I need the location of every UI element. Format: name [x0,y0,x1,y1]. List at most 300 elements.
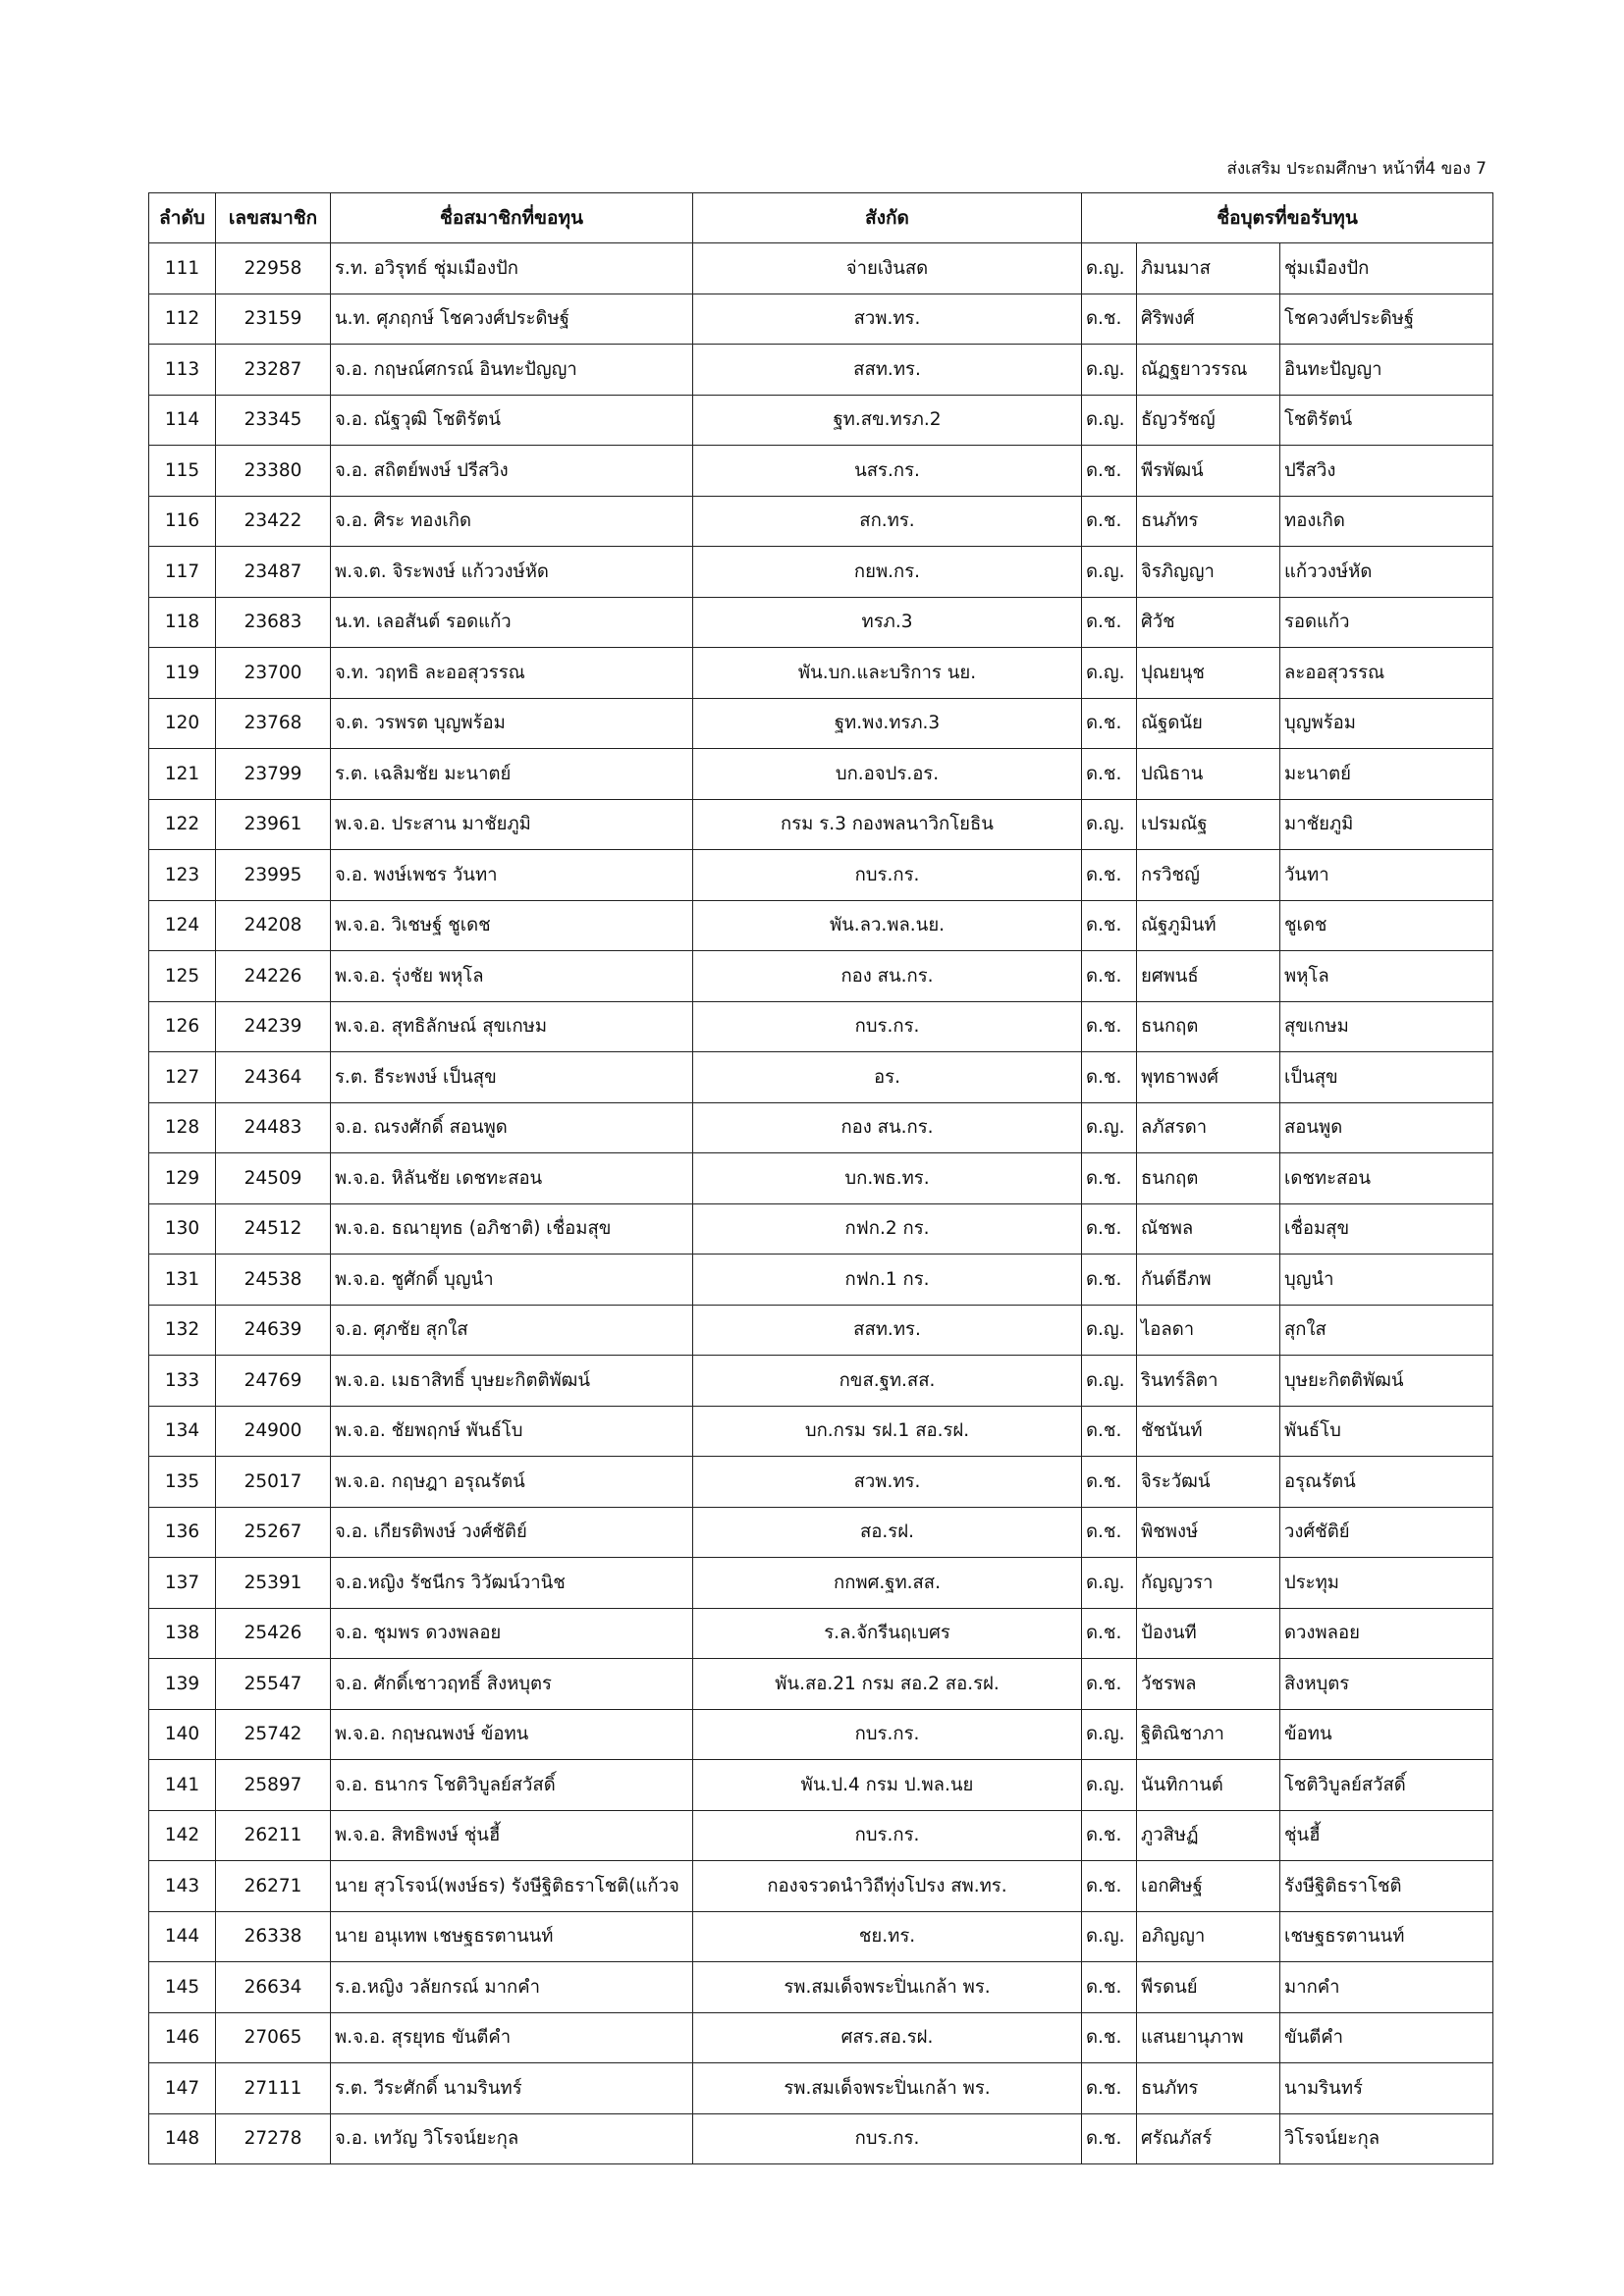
unit-name: พัน.ป.4 กรม ป.พล.นย [693,1760,1082,1811]
child-first-name: ภิมนมาส [1137,243,1280,294]
child-title: ด.ช. [1082,1001,1137,1052]
row-number: 119 [149,648,216,699]
member-name: พ.จ.ต. จิระพงษ์ แก้ววงษ์หัด [331,547,693,598]
member-id: 23700 [216,648,331,699]
table-row [149,496,1493,547]
member-name: จ.อ. พงษ์เพชร วันทา [331,850,693,901]
row-number: 138 [149,1608,216,1659]
table-row [149,1406,1493,1457]
member-id: 24208 [216,900,331,951]
member-id: 23995 [216,850,331,901]
child-title: ด.ช. [1082,1153,1137,1204]
child-title: ด.ช. [1082,2063,1137,2114]
member-name: จ.ต. วรพรต บุญพร้อม [331,698,693,749]
member-id: 23683 [216,597,331,648]
col-header-unit: สังกัด [693,193,1082,243]
member-name: พ.จ.อ. ธณายุทธ (อภิชาติ) เชื่อมสุข [331,1203,693,1255]
child-first-name: พิชพงษ์ [1137,1507,1280,1558]
member-name: จ.อ. ศักดิ์เชาวฤทธิ์ สิงหบุตร [331,1659,693,1710]
member-name: พ.จ.อ. กฤษฎา อรุณรัตน์ [331,1457,693,1508]
table-row [149,345,1493,396]
child-first-name: ธนภัทร [1137,2063,1280,2114]
child-first-name: กัญญวรา [1137,1558,1280,1609]
child-last-name: รอดแก้ว [1280,597,1493,648]
child-first-name: อภิญญา [1137,1911,1280,1962]
unit-name: ศสร.สอ.รฝ. [693,2012,1082,2063]
table-row [149,2063,1493,2114]
row-number: 126 [149,1001,216,1052]
unit-name: กบร.กร. [693,2113,1082,2164]
row-number: 143 [149,1861,216,1912]
table-row [149,1052,1493,1103]
unit-name: กฟก.2 กร. [693,1203,1082,1255]
child-last-name: โชติรัตน์ [1280,395,1493,446]
child-title: ด.ญ. [1082,1709,1137,1760]
member-id: 23768 [216,698,331,749]
member-name: น.ท. เลอสันต์ รอดแก้ว [331,597,693,648]
child-first-name: กรวิชญ์ [1137,850,1280,901]
table-row [149,1102,1493,1153]
row-number: 135 [149,1457,216,1508]
child-title: ด.ญ. [1082,1911,1137,1962]
unit-name: บก.อจปร.อร. [693,749,1082,800]
member-id: 23345 [216,395,331,446]
member-id: 23380 [216,446,331,497]
unit-name: กกพศ.ฐท.สส. [693,1558,1082,1609]
member-id: 25426 [216,1608,331,1659]
member-id: 25547 [216,1659,331,1710]
child-first-name: นันทิกานต์ [1137,1760,1280,1811]
child-last-name: บุญนำ [1280,1255,1493,1306]
row-number: 120 [149,698,216,749]
child-last-name: ละออสุวรรณ [1280,648,1493,699]
row-number: 122 [149,799,216,850]
child-first-name: ณัชพล [1137,1203,1280,1255]
child-last-name: สุขเกษม [1280,1001,1493,1052]
row-number: 145 [149,1962,216,2013]
member-name: จ.อ. ศิระ ทองเกิด [331,496,693,547]
child-title: ด.ญ. [1082,547,1137,598]
child-last-name: ดวงพลอย [1280,1608,1493,1659]
row-number: 115 [149,446,216,497]
member-name: ร.ต. ธีระพงษ์ เป็นสุข [331,1052,693,1103]
child-title: ด.ช. [1082,850,1137,901]
child-first-name: ศรัณภัสร์ [1137,2113,1280,2164]
unit-name: พัน.บก.และบริการ นย. [693,648,1082,699]
child-title: ด.ช. [1082,2113,1137,2164]
child-last-name: แก้ววงษ์หัด [1280,547,1493,598]
member-id: 23422 [216,496,331,547]
member-id: 24364 [216,1052,331,1103]
child-last-name: โชติวิบูลย์สวัสดิ์ [1280,1760,1493,1811]
child-title: ด.ญ. [1082,1356,1137,1407]
member-name: จ.ท. วฤทธิ ละออสุวรรณ [331,648,693,699]
child-last-name: สอนพูด [1280,1102,1493,1153]
child-first-name: ศิริพงศ์ [1137,294,1280,345]
row-number: 111 [149,243,216,294]
table-row [149,547,1493,598]
child-first-name: ปณิธาน [1137,749,1280,800]
table-row [149,1608,1493,1659]
table-row [149,1659,1493,1710]
child-first-name: ยศพนธ์ [1137,951,1280,1002]
member-id: 26211 [216,1810,331,1861]
row-number: 136 [149,1507,216,1558]
table-row [149,1962,1493,2013]
child-title: ด.ช. [1082,1255,1137,1306]
child-last-name: มะนาตย์ [1280,749,1493,800]
unit-name: กขส.ฐท.สส. [693,1356,1082,1407]
child-title: ด.ช. [1082,1810,1137,1861]
child-last-name: ทองเกิด [1280,496,1493,547]
unit-name: สวพ.ทร. [693,294,1082,345]
member-id: 24769 [216,1356,331,1407]
child-first-name: ป้องนที [1137,1608,1280,1659]
table-row [149,1760,1493,1811]
table-header-row [149,193,1493,243]
member-name: จ.อ. ชุมพร ดวงพลอย [331,1608,693,1659]
unit-name: พัน.ลว.พล.นย. [693,900,1082,951]
table-row [149,698,1493,749]
child-first-name: จิระวัฒน์ [1137,1457,1280,1508]
member-id: 26634 [216,1962,331,2013]
member-id: 24900 [216,1406,331,1457]
scholarship-table [148,192,1493,2164]
row-number: 140 [149,1709,216,1760]
child-title: ด.ช. [1082,1962,1137,2013]
child-title: ด.ญ. [1082,799,1137,850]
unit-name: ชย.ทร. [693,1911,1082,1962]
member-id: 25391 [216,1558,331,1609]
row-number: 118 [149,597,216,648]
row-number: 141 [149,1760,216,1811]
child-first-name: ธัญวรัชญ์ [1137,395,1280,446]
col-header-no: ลำดับ [149,193,216,243]
row-number: 121 [149,749,216,800]
member-id: 23961 [216,799,331,850]
child-first-name: วัชรพล [1137,1659,1280,1710]
row-number: 131 [149,1255,216,1306]
table-row [149,1558,1493,1609]
member-id: 23287 [216,345,331,396]
child-last-name: เชื่อมสุข [1280,1203,1493,1255]
child-last-name: วิโรจน์ยะกุล [1280,2113,1493,2164]
member-name: ร.อ.หญิง วลัยกรณ์ มากคำ [331,1962,693,2013]
member-id: 26338 [216,1911,331,1962]
table-row [149,648,1493,699]
table-row [149,2012,1493,2063]
unit-name: ฐท.สข.ทรภ.2 [693,395,1082,446]
child-title: ด.ช. [1082,698,1137,749]
table-row [149,446,1493,497]
row-number: 139 [149,1659,216,1710]
unit-name: นสร.กร. [693,446,1082,497]
child-title: ด.ช. [1082,2012,1137,2063]
row-number: 117 [149,547,216,598]
child-title: ด.ช. [1082,1052,1137,1103]
member-name: นาย สุวโรจน์(พงษ์ธร) รังษีฐิติธราโชติ(แก้วจ [331,1861,693,1912]
row-number: 137 [149,1558,216,1609]
child-title: ด.ช. [1082,1659,1137,1710]
child-first-name: รินทร์ลิตา [1137,1356,1280,1407]
table-row [149,1203,1493,1255]
child-last-name: พหุโล [1280,951,1493,1002]
child-last-name: ขันตีคำ [1280,2012,1493,2063]
unit-name: กบร.กร. [693,1001,1082,1052]
child-title: ด.ญ. [1082,1558,1137,1609]
member-id: 23487 [216,547,331,598]
row-number: 142 [149,1810,216,1861]
child-title: ด.ญ. [1082,395,1137,446]
child-last-name: สุกใส [1280,1305,1493,1356]
member-name: จ.อ. ศุภชัย สุกใส [331,1305,693,1356]
unit-name: กอง สน.กร. [693,1102,1082,1153]
child-first-name: ฐิติณิชาภา [1137,1709,1280,1760]
member-id: 23159 [216,294,331,345]
member-name: ร.ต. วีระศักดิ์ นามรินทร์ [331,2063,693,2114]
member-name: จ.อ. เกียรติพงษ์ วงศ์ชัติย์ [331,1507,693,1558]
member-name: พ.จ.อ. สุทธิลักษณ์ สุขเกษม [331,1001,693,1052]
unit-name: กบร.กร. [693,850,1082,901]
child-last-name: ข้อทน [1280,1709,1493,1760]
child-title: ด.ช. [1082,1457,1137,1508]
child-last-name: วงศ์ชัติย์ [1280,1507,1493,1558]
member-id: 22958 [216,243,331,294]
child-last-name: ชุ่มเมืองปัก [1280,243,1493,294]
child-last-name: ชูเดช [1280,900,1493,951]
table-body [149,243,1493,2164]
child-last-name: รังษีฐิติธราโชติ [1280,1861,1493,1912]
unit-name: กองจรวดนำวิถีทุ่งโปรง สพ.ทร. [693,1861,1082,1912]
member-id: 25017 [216,1457,331,1508]
child-first-name: ณัฏฐยาวรรณ [1137,345,1280,396]
member-id: 27111 [216,2063,331,2114]
member-id: 24509 [216,1153,331,1204]
table-row [149,1709,1493,1760]
member-id: 24483 [216,1102,331,1153]
child-first-name: ภูวสิษฏ์ [1137,1810,1280,1861]
child-last-name: ชุ่นฮี้ [1280,1810,1493,1861]
page-number-label: ส่งเสริม ประถมศึกษา หน้าที่4 ของ 7 [1226,159,1487,179]
member-name: จ.อ. สถิตย์พงษ์ ปรีสวิง [331,446,693,497]
col-header-child-name: ชื่อบุตรที่ขอรับทุน [1082,193,1493,243]
unit-name: กฟก.1 กร. [693,1255,1082,1306]
child-last-name: สิงหบุตร [1280,1659,1493,1710]
col-header-member-name: ชื่อสมาชิกที่ขอทุน [331,193,693,243]
unit-name: ทรภ.3 [693,597,1082,648]
child-title: ด.ช. [1082,1608,1137,1659]
row-number: 112 [149,294,216,345]
child-title: ด.ญ. [1082,648,1137,699]
child-first-name: ธนภัทร [1137,496,1280,547]
table-row [149,294,1493,345]
table-row [149,1507,1493,1558]
table-row [149,1255,1493,1306]
child-last-name: พันธ์โบ [1280,1406,1493,1457]
member-id: 24512 [216,1203,331,1255]
child-last-name: มาชัยภูมิ [1280,799,1493,850]
member-id: 25742 [216,1709,331,1760]
child-first-name: ลภัสรดา [1137,1102,1280,1153]
member-name: จ.อ.หญิง รัชนีกร วิวัฒน์วานิช [331,1558,693,1609]
child-last-name: นามรินทร์ [1280,2063,1493,2114]
table-row [149,1356,1493,1407]
child-title: ด.ช. [1082,1507,1137,1558]
member-id: 25897 [216,1760,331,1811]
child-title: ด.ช. [1082,446,1137,497]
unit-name: สก.ทร. [693,496,1082,547]
row-number: 144 [149,1911,216,1962]
row-number: 123 [149,850,216,901]
member-name: จ.อ. ณัฐวุฒิ โชติรัตน์ [331,395,693,446]
member-name: จ.อ. กฤษณ์ศกรณ์ อินทะปัญญา [331,345,693,396]
child-last-name: มากคำ [1280,1962,1493,2013]
member-id: 24226 [216,951,331,1002]
member-name: พ.จ.อ. ชูศักดิ์ บุญนำ [331,1255,693,1306]
child-first-name: ณัฐดนัย [1137,698,1280,749]
row-number: 133 [149,1356,216,1407]
row-number: 116 [149,496,216,547]
member-id: 24538 [216,1255,331,1306]
unit-name: สสท.ทร. [693,1305,1082,1356]
child-first-name: ศิวัช [1137,597,1280,648]
table-row [149,2113,1493,2164]
table-row [149,1153,1493,1204]
unit-name: จ่ายเงินสด [693,243,1082,294]
child-first-name: พีรพัฒน์ [1137,446,1280,497]
unit-name: กรม ร.3 กองพลนาวิกโยธิน [693,799,1082,850]
child-title: ด.ช. [1082,597,1137,648]
member-id: 23799 [216,749,331,800]
table-row [149,1305,1493,1356]
child-first-name: ไอลดา [1137,1305,1280,1356]
row-number: 134 [149,1406,216,1457]
unit-name: กบร.กร. [693,1810,1082,1861]
child-last-name: ปรีสวิง [1280,446,1493,497]
child-last-name: เชษฐธรตานนท์ [1280,1911,1493,1962]
child-last-name: อินทะปัญญา [1280,345,1493,396]
member-name: จ.อ. เทวัญ วิโรจน์ยะกุล [331,2113,693,2164]
row-number: 148 [149,2113,216,2164]
table-row [149,799,1493,850]
child-first-name: เอกศิษฐ์ [1137,1861,1280,1912]
child-last-name: เป็นสุข [1280,1052,1493,1103]
unit-name: รพ.สมเด็จพระปิ่นเกล้า พร. [693,2063,1082,2114]
member-id: 27065 [216,2012,331,2063]
member-name: พ.จ.อ. หิลันชัย เดชทะสอน [331,1153,693,1204]
child-title: ด.ช. [1082,294,1137,345]
row-number: 130 [149,1203,216,1255]
unit-name: กบร.กร. [693,1709,1082,1760]
child-last-name: โชควงศ์ประดิษฐ์ [1280,294,1493,345]
unit-name: รพ.สมเด็จพระปิ่นเกล้า พร. [693,1962,1082,2013]
child-title: ด.ช. [1082,749,1137,800]
child-title: ด.ญ. [1082,1760,1137,1811]
member-name: พ.จ.อ. สิทธิพงษ์ ชุ่นฮี้ [331,1810,693,1861]
table-row [149,850,1493,901]
unit-name: สสท.ทร. [693,345,1082,396]
table-row [149,951,1493,1002]
row-number: 127 [149,1052,216,1103]
table-row [149,1911,1493,1962]
table-row [149,597,1493,648]
row-number: 132 [149,1305,216,1356]
child-first-name: ณัฐภูมินท์ [1137,900,1280,951]
table-row [149,1001,1493,1052]
row-number: 147 [149,2063,216,2114]
member-name: จ.อ. ธนากร โชติวิบูลย์สวัสดิ์ [331,1760,693,1811]
member-name: พ.จ.อ. รุ่งชัย พหุโล [331,951,693,1002]
child-title: ด.ช. [1082,496,1137,547]
child-title: ด.ญ. [1082,1102,1137,1153]
unit-name: บก.กรม รฝ.1 สอ.รฝ. [693,1406,1082,1457]
table-row [149,749,1493,800]
child-last-name: วันทา [1280,850,1493,901]
member-name: พ.จ.อ. ชัยพฤกษ์ พันธ์โบ [331,1406,693,1457]
unit-name: ร.ล.จักรีนฤเบศร [693,1608,1082,1659]
member-name: พ.จ.อ. กฤษณพงษ์ ข้อทน [331,1709,693,1760]
child-title: ด.ช. [1082,1861,1137,1912]
table-row [149,1810,1493,1861]
child-title: ด.ช. [1082,951,1137,1002]
child-first-name: กันต์ธีภพ [1137,1255,1280,1306]
member-id: 25267 [216,1507,331,1558]
member-name: นาย อนุเทพ เชษฐธรตานนท์ [331,1911,693,1962]
child-first-name: แสนยานุภาพ [1137,2012,1280,2063]
table-row [149,243,1493,294]
table-row [149,1457,1493,1508]
unit-name: ฐท.พง.ทรภ.3 [693,698,1082,749]
member-name: จ.อ. ณรงศักดิ์ สอนพูด [331,1102,693,1153]
child-last-name: อรุณรัตน์ [1280,1457,1493,1508]
child-first-name: ชัชนันท์ [1137,1406,1280,1457]
member-name: พ.จ.อ. วิเชษฐ์ ชูเดช [331,900,693,951]
child-first-name: จิรภิญญา [1137,547,1280,598]
table-row [149,900,1493,951]
member-name: ร.ต. เฉลิมชัย มะนาตย์ [331,749,693,800]
unit-name: สอ.รฝ. [693,1507,1082,1558]
unit-name: กอง สน.กร. [693,951,1082,1002]
row-number: 128 [149,1102,216,1153]
unit-name: บก.พธ.ทร. [693,1153,1082,1204]
child-last-name: ประทุม [1280,1558,1493,1609]
child-first-name: พุทธาพงศ์ [1137,1052,1280,1103]
member-id: 24639 [216,1305,331,1356]
unit-name: กยพ.กร. [693,547,1082,598]
child-last-name: บุญพร้อม [1280,698,1493,749]
child-first-name: ธนกฤต [1137,1001,1280,1052]
unit-name: สวพ.ทร. [693,1457,1082,1508]
member-name: พ.จ.อ. ประสาน มาชัยภูมิ [331,799,693,850]
child-first-name: พีรดนย์ [1137,1962,1280,2013]
unit-name: พัน.สอ.21 กรม สอ.2 สอ.รฝ. [693,1659,1082,1710]
row-number: 125 [149,951,216,1002]
child-first-name: เปรมณัฐ [1137,799,1280,850]
child-title: ด.ช. [1082,1406,1137,1457]
member-id: 27278 [216,2113,331,2164]
col-header-member-id: เลขสมาชิก [216,193,331,243]
row-number: 113 [149,345,216,396]
member-id: 26271 [216,1861,331,1912]
row-number: 146 [149,2012,216,2063]
table-row [149,395,1493,446]
member-name: ร.ท. อวิรุทธ์ ชุ่มเมืองปัก [331,243,693,294]
member-name: น.ท. ศุภฤกษ์ โชควงศ์ประดิษฐ์ [331,294,693,345]
child-title: ด.ญ. [1082,243,1137,294]
child-title: ด.ญ. [1082,1305,1137,1356]
row-number: 124 [149,900,216,951]
child-first-name: ปุณยนุช [1137,648,1280,699]
